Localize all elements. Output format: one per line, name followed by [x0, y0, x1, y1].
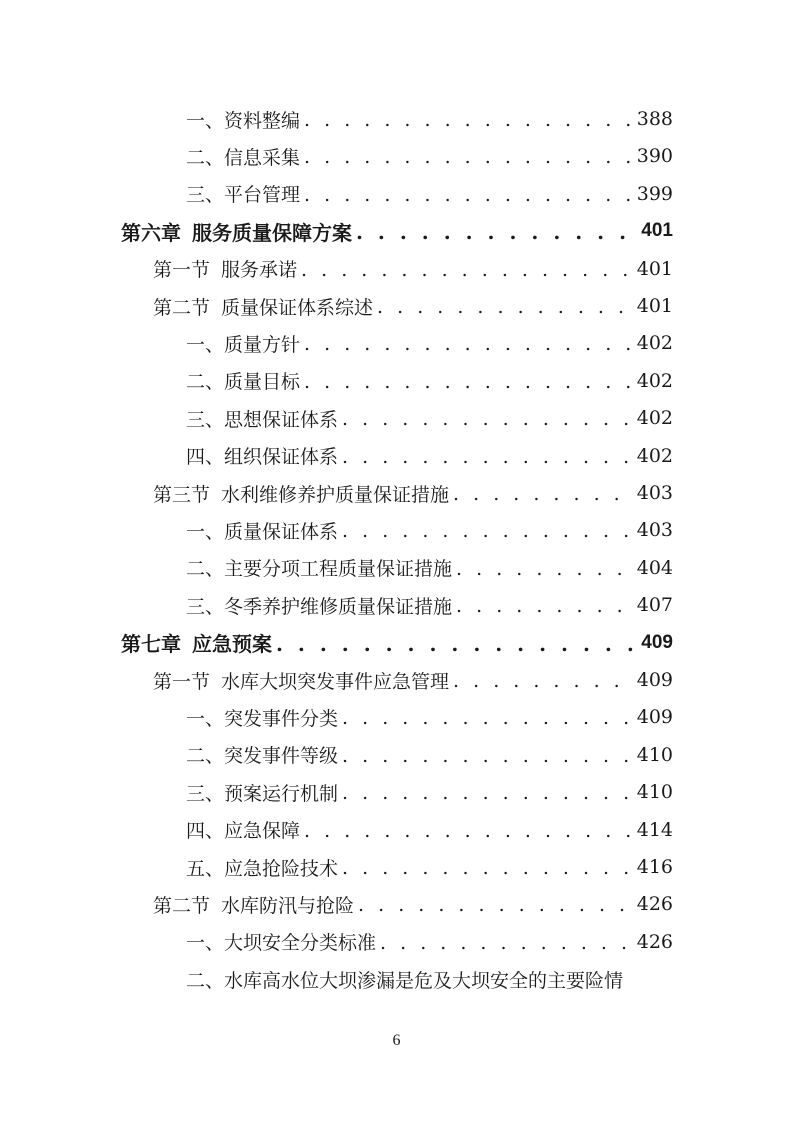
toc-subsection-entry[interactable]: [186, 437, 673, 474]
toc-entry-label: [186, 517, 342, 544]
toc-entry-label: [186, 592, 456, 619]
toc-entry-number: 二、: [186, 969, 225, 992]
toc-entry-title: 质量保证体系: [224, 520, 339, 543]
toc-entry-number: 一、: [186, 707, 225, 730]
toc-subsection-entry[interactable]: [186, 175, 673, 212]
toc-entry-number: 三、: [186, 408, 225, 431]
toc-section-entry[interactable]: [153, 250, 673, 287]
toc-entry-title: 应急预案: [192, 632, 272, 657]
toc-entry-label: [186, 741, 342, 768]
toc-dot-leader: [342, 780, 631, 804]
toc-entry-title: 信息采集: [224, 146, 301, 169]
toc-dot-leader: [304, 818, 631, 842]
toc-page-number: 426: [636, 893, 673, 916]
toc-subsection-entry[interactable]: [186, 138, 673, 175]
toc-subsection-entry[interactable]: [186, 325, 673, 362]
toc-page-number: 402: [636, 444, 673, 467]
toc-entry-title: 质量目标: [224, 371, 301, 394]
toc-page-number: 399: [636, 182, 673, 205]
toc-entry-number: 一、: [186, 333, 225, 356]
toc-entry-number: 三、: [186, 595, 225, 618]
toc-entry-title: 资料整编: [224, 109, 301, 132]
toc-entry-label: [186, 405, 342, 432]
toc-entry-label: [186, 106, 304, 133]
toc-entry-title: 质量保证体系综述: [221, 296, 374, 319]
toc-subsection-entry[interactable]: [186, 587, 673, 624]
toc-entry-title: 水库大坝突发事件应急管理: [221, 670, 450, 693]
toc-dot-leader: [456, 593, 631, 617]
toc-dot-leader: [356, 218, 635, 244]
toc-dot-leader: [304, 144, 631, 168]
toc-dot-leader: [342, 743, 631, 767]
toc-page-number: 410: [636, 781, 673, 804]
toc-page-number: 388: [636, 108, 673, 130]
toc-subsection-entry[interactable]: [186, 101, 673, 138]
toc-subsection-entry[interactable]: [186, 362, 673, 399]
toc-page-number: 402: [636, 369, 673, 392]
toc-entry-title: 水库防汛与抢险: [221, 894, 355, 917]
toc-entry-label: [153, 891, 358, 918]
toc-entry-label: [186, 854, 342, 881]
toc-entry-label: [186, 554, 456, 581]
toc-page-number: 402: [636, 407, 673, 430]
toc-entry-number: 三、: [186, 184, 225, 207]
toc-page-number: 409: [636, 669, 673, 691]
toc-subsection-entry[interactable]: [186, 774, 673, 811]
toc-entry-title: 冬季养护维修质量保证措施: [224, 595, 453, 618]
toc-entry-number: 第一节: [153, 670, 211, 693]
toc-dot-leader: [304, 182, 631, 206]
toc-subsection-entry[interactable]: [186, 849, 673, 886]
toc-subsection-entry[interactable]: [186, 699, 673, 736]
toc-entry-title: 应急抢险技术: [224, 857, 339, 880]
toc-entry-label: [153, 667, 453, 694]
toc-page-number: 390: [636, 145, 673, 168]
toc-entry-number: 一、: [186, 932, 225, 955]
toc-entry-title: 主要分项工程质量保证措施: [224, 558, 453, 581]
toc-entry-label: [186, 143, 304, 170]
toc-entry-number: 第六章: [121, 220, 181, 245]
toc-entry-title: 突发事件等级: [224, 745, 339, 768]
toc-entry-label: [186, 180, 304, 207]
toc-entry-number: 第一节: [153, 259, 211, 282]
toc-dot-leader: [304, 369, 631, 393]
page-number: 6: [392, 1032, 401, 1049]
toc-entry-label: [153, 480, 453, 507]
toc-entry-number: 二、: [186, 745, 225, 768]
toc-page-number: 403: [636, 482, 673, 504]
toc-page-number: 416: [636, 856, 673, 878]
toc-entry-label: [186, 816, 304, 843]
toc-entry-title: 服务承诺: [221, 259, 298, 282]
toc-section-entry[interactable]: [153, 662, 673, 699]
toc-entry-number: 二、: [186, 558, 225, 581]
toc-page-number: 409: [636, 706, 673, 729]
toc-page-number: 407: [636, 594, 673, 617]
toc-section-entry[interactable]: [153, 288, 673, 325]
toc-dot-leader: [342, 406, 631, 430]
toc-page-number: 404: [636, 556, 673, 579]
toc-entry-label: [153, 255, 301, 282]
toc-entry-title: 水利维修养护质量保证措施: [221, 483, 450, 506]
toc-dot-leader: [377, 294, 631, 318]
toc-entry-label: [121, 217, 356, 246]
toc-dot-leader: [304, 331, 631, 355]
toc-entry-number: 四、: [186, 446, 225, 469]
toc-dot-leader: [342, 705, 631, 729]
toc-entry-title: 应急保障: [224, 820, 301, 843]
toc-entry-number: 三、: [186, 782, 225, 805]
toc-dot-leader: [342, 518, 631, 542]
toc-subsection-entry[interactable]: [186, 961, 673, 998]
toc-page-number: 403: [636, 519, 673, 542]
toc-entry-title: 预案运行机制: [224, 782, 339, 805]
toc-entry-label: [186, 966, 623, 993]
toc-entry-label: [186, 330, 304, 357]
toc-subsection-entry[interactable]: [186, 811, 673, 848]
toc-dot-leader: [358, 892, 631, 916]
toc-entry-number: 第二节: [153, 296, 211, 319]
toc-entry-number: 二、: [186, 371, 225, 394]
toc-dot-leader: [342, 444, 631, 468]
toc-page-number: 410: [636, 743, 673, 766]
toc-page-number: 402: [636, 332, 673, 355]
toc-entry-number: 二、: [186, 146, 225, 169]
toc-entry-title: 突发事件分类: [224, 707, 339, 730]
toc-entry-title: 水库高水位大坝渗漏是危及大坝安全的主要险情: [224, 969, 624, 992]
toc-entry-number: 四、: [186, 820, 225, 843]
toc-entry-number: 第七章: [121, 632, 181, 657]
toc-entry-number: 五、: [186, 857, 225, 880]
toc-entry-number: 第二节: [153, 894, 211, 917]
toc-dot-leader: [453, 668, 631, 692]
toc-entry-title: 组织保证体系: [224, 446, 339, 469]
toc-subsection-entry[interactable]: [186, 736, 673, 773]
toc-entry-number: 一、: [186, 520, 225, 543]
toc-entry-label: [186, 442, 342, 469]
toc-entry-title: 服务质量保障方案: [192, 220, 352, 245]
toc-entry-label: [186, 367, 304, 394]
toc-entry-label: [186, 779, 342, 806]
toc-subsection-entry[interactable]: [186, 923, 673, 960]
toc-entry-title: 质量方针: [224, 333, 301, 356]
toc-dot-leader: [456, 556, 631, 580]
toc-entry-title: 平台管理: [224, 184, 301, 207]
toc-section-entry[interactable]: [153, 475, 673, 512]
toc-entry-number: 一、: [186, 109, 225, 132]
toc-page-number: 409: [641, 631, 673, 653]
toc-dot-leader: [301, 257, 631, 281]
toc-entry-title: 大坝安全分类标准: [224, 932, 377, 955]
toc-entry-label: [186, 928, 380, 955]
toc-entry-number: 第三节: [153, 483, 211, 506]
toc-page-number: 401: [641, 220, 673, 242]
toc-page-number: 426: [636, 930, 673, 953]
toc-page-number: 414: [636, 818, 673, 841]
toc-dot-leader: [380, 930, 631, 954]
toc-dot-leader: [304, 107, 631, 131]
toc-entry-label: [153, 293, 377, 320]
toc-subsection-entry[interactable]: [186, 400, 673, 437]
toc-subsection-entry[interactable]: [186, 549, 673, 586]
toc-entry-label: [121, 628, 276, 657]
toc-dot-leader: [342, 855, 631, 879]
toc-entry-title: 思想保证体系: [224, 408, 339, 431]
toc-entry-label: [186, 704, 342, 731]
toc-page-number: 401: [636, 257, 673, 280]
toc-chapter-entry[interactable]: [121, 624, 673, 661]
toc-dot-leader: [276, 630, 635, 656]
toc-section-entry[interactable]: [153, 886, 673, 923]
toc-page-number: 401: [636, 295, 673, 317]
toc-subsection-entry[interactable]: [186, 512, 673, 549]
toc-chapter-entry[interactable]: [121, 213, 673, 250]
toc-dot-leader: [453, 481, 631, 505]
